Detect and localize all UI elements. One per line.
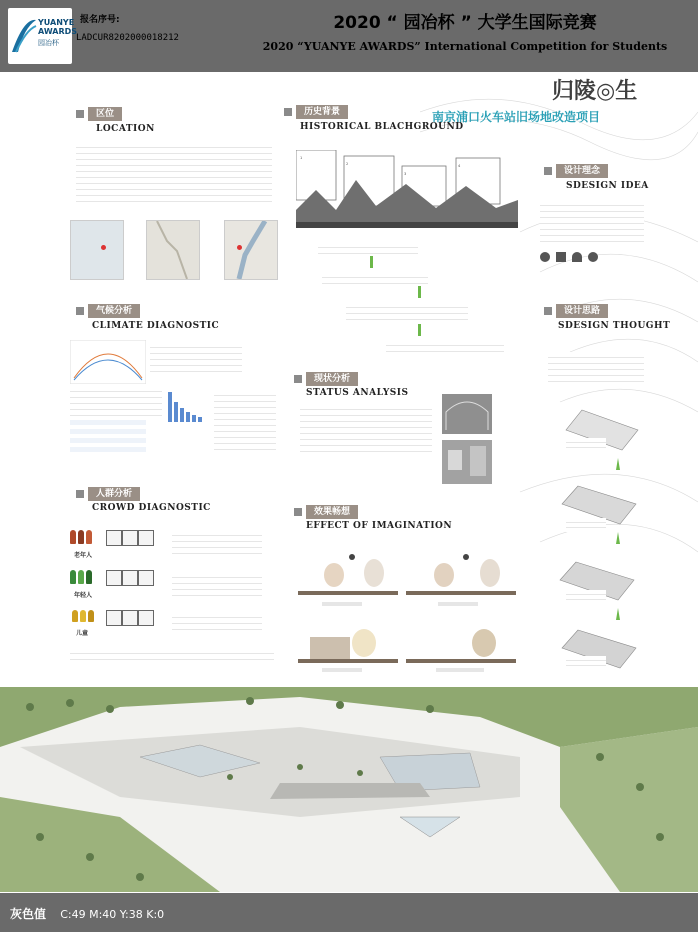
history-text-block [386,340,504,354]
history-frame-number: 1 [300,156,303,160]
crowd-label-young: 年轻人 [74,592,93,599]
design-thought-text-block [548,352,644,382]
location-map-3 [224,220,278,280]
design-thought-caption [566,656,606,670]
person-icon [88,610,94,622]
person-icon [72,610,78,622]
gray-value-title: 灰色值 [10,907,47,921]
section-tag-climate: 气候分析 [88,304,140,318]
project-title: 归陵◎生 [552,78,638,104]
history-frame-number: 2 [346,162,349,166]
tree-icon [572,252,582,262]
timeline-arrow-icon [370,256,373,268]
activity-icon [106,530,122,546]
project-subtitle: 南京浦口火车站旧场地改造项目 [432,110,601,124]
effect-caption [322,668,362,672]
location-text-block [76,142,272,204]
design-thought-caption [566,518,606,532]
gray-value-label [10,905,164,922]
rainfall-bar-chart [164,384,212,424]
logo-brand-en: YUANYE AWARDS [38,18,78,36]
person-icon [86,570,92,584]
crowd-label-elderly: 老年人 [74,552,93,559]
section-marker [76,490,84,498]
climate-text-block [150,342,242,372]
activity-icon [122,610,138,626]
history-text-block [346,302,468,320]
section-title-design-thought: SDESIGN THOUGHT [558,321,671,331]
person-icon [86,530,92,544]
status-photo-2 [442,440,492,484]
person-icon [70,570,76,584]
aerial-masterplan-render [0,687,698,892]
section-marker [544,307,552,315]
map-pin-icon [101,245,106,250]
activity-icon [106,570,122,586]
leaf-icon [588,252,598,262]
section-title-effect: EFFECT OF IMAGINATION [306,521,453,531]
registration-label: 报名序号: [80,15,120,25]
competition-title-en: 2020 “YUANYE AWARDS” International Competition for Students [262,40,668,53]
person-icon [80,610,86,622]
river-line-icon [225,221,277,279]
crowd-label-children: 儿童 [76,630,89,637]
river-line-icon [147,221,199,279]
competition-title-cn: 2020 “ 园冶杯 ” 大学生国际竞赛 [333,13,597,33]
climate-data-table [70,420,146,456]
elderly-activity-icons [106,530,166,548]
logo-brand-cn: 园冶杯 [38,39,59,47]
timeline-arrow-icon [418,286,421,298]
effect-caption [438,602,478,606]
history-text-block [322,272,428,284]
section-tag-effect: 效果畅想 [306,505,358,519]
location-map-2 [146,220,200,280]
activity-icon [138,530,154,546]
activity-icon [122,570,138,586]
activity-icon [138,570,154,586]
section-marker [76,307,84,315]
section-title-design-idea: SDESIGN IDEA [566,181,649,191]
building-icon [556,252,566,262]
person-icon [70,530,76,544]
section-marker [294,375,302,383]
logo-swoosh-icon [10,16,38,56]
history-frame-number: 3 [404,172,407,176]
history-frame-number: 4 [458,164,461,168]
section-marker [284,108,292,116]
section-title-history: HISTORICAL BLACHGROUND [300,122,464,132]
gray-value-cmyk: C:49 M:40 Y:38 K:0 [60,908,165,921]
person-icon [78,570,84,584]
section-tag-location: 区位 [88,107,122,121]
effect-sketches [294,545,524,675]
section-title-crowd: CROWD DIAGNOSTIC [92,503,211,513]
design-thought-caption [566,590,606,604]
effect-caption [436,668,484,672]
young-activity-icons [106,570,166,588]
crowd-text-block [172,572,262,596]
section-title-status: STATUS ANALYSIS [306,388,409,398]
map-pin-icon [237,245,242,250]
crowd-text-block [70,648,274,660]
temperature-curve-chart [70,340,146,384]
history-collage-illustration [296,150,518,230]
section-marker [76,110,84,118]
section-tag-design-thought: 设计思路 [556,304,608,318]
section-marker [294,508,302,516]
activity-icon [122,530,138,546]
crowd-text-block [172,530,262,554]
crowd-text-block [172,612,262,630]
effect-caption [322,602,362,606]
history-text-block [318,242,418,254]
climate-text-block [70,386,162,416]
timeline-arrow-icon [418,324,421,336]
section-title-location: LOCATION [96,124,155,134]
person-icon [78,530,84,544]
section-title-climate: CLIMATE DIAGNOSTIC [92,321,220,331]
design-idea-text-block [540,200,644,244]
climate-text-block [214,390,276,454]
section-tag-crowd: 人群分析 [88,487,140,501]
children-activity-icons [106,610,166,628]
section-marker [544,167,552,175]
people-icon [540,252,550,262]
activity-icon [138,610,154,626]
section-tag-status: 现状分析 [306,372,358,386]
design-thought-caption [566,438,606,452]
yuanye-logo [8,8,78,64]
status-text-block [300,404,432,452]
status-photo-1 [442,394,492,434]
section-tag-design-idea: 设计理念 [556,164,608,178]
registration-number: LADCUR8202000018212 [76,33,179,43]
activity-icon [106,610,122,626]
location-map-1 [70,220,124,280]
section-tag-history: 历史背景 [296,105,348,119]
